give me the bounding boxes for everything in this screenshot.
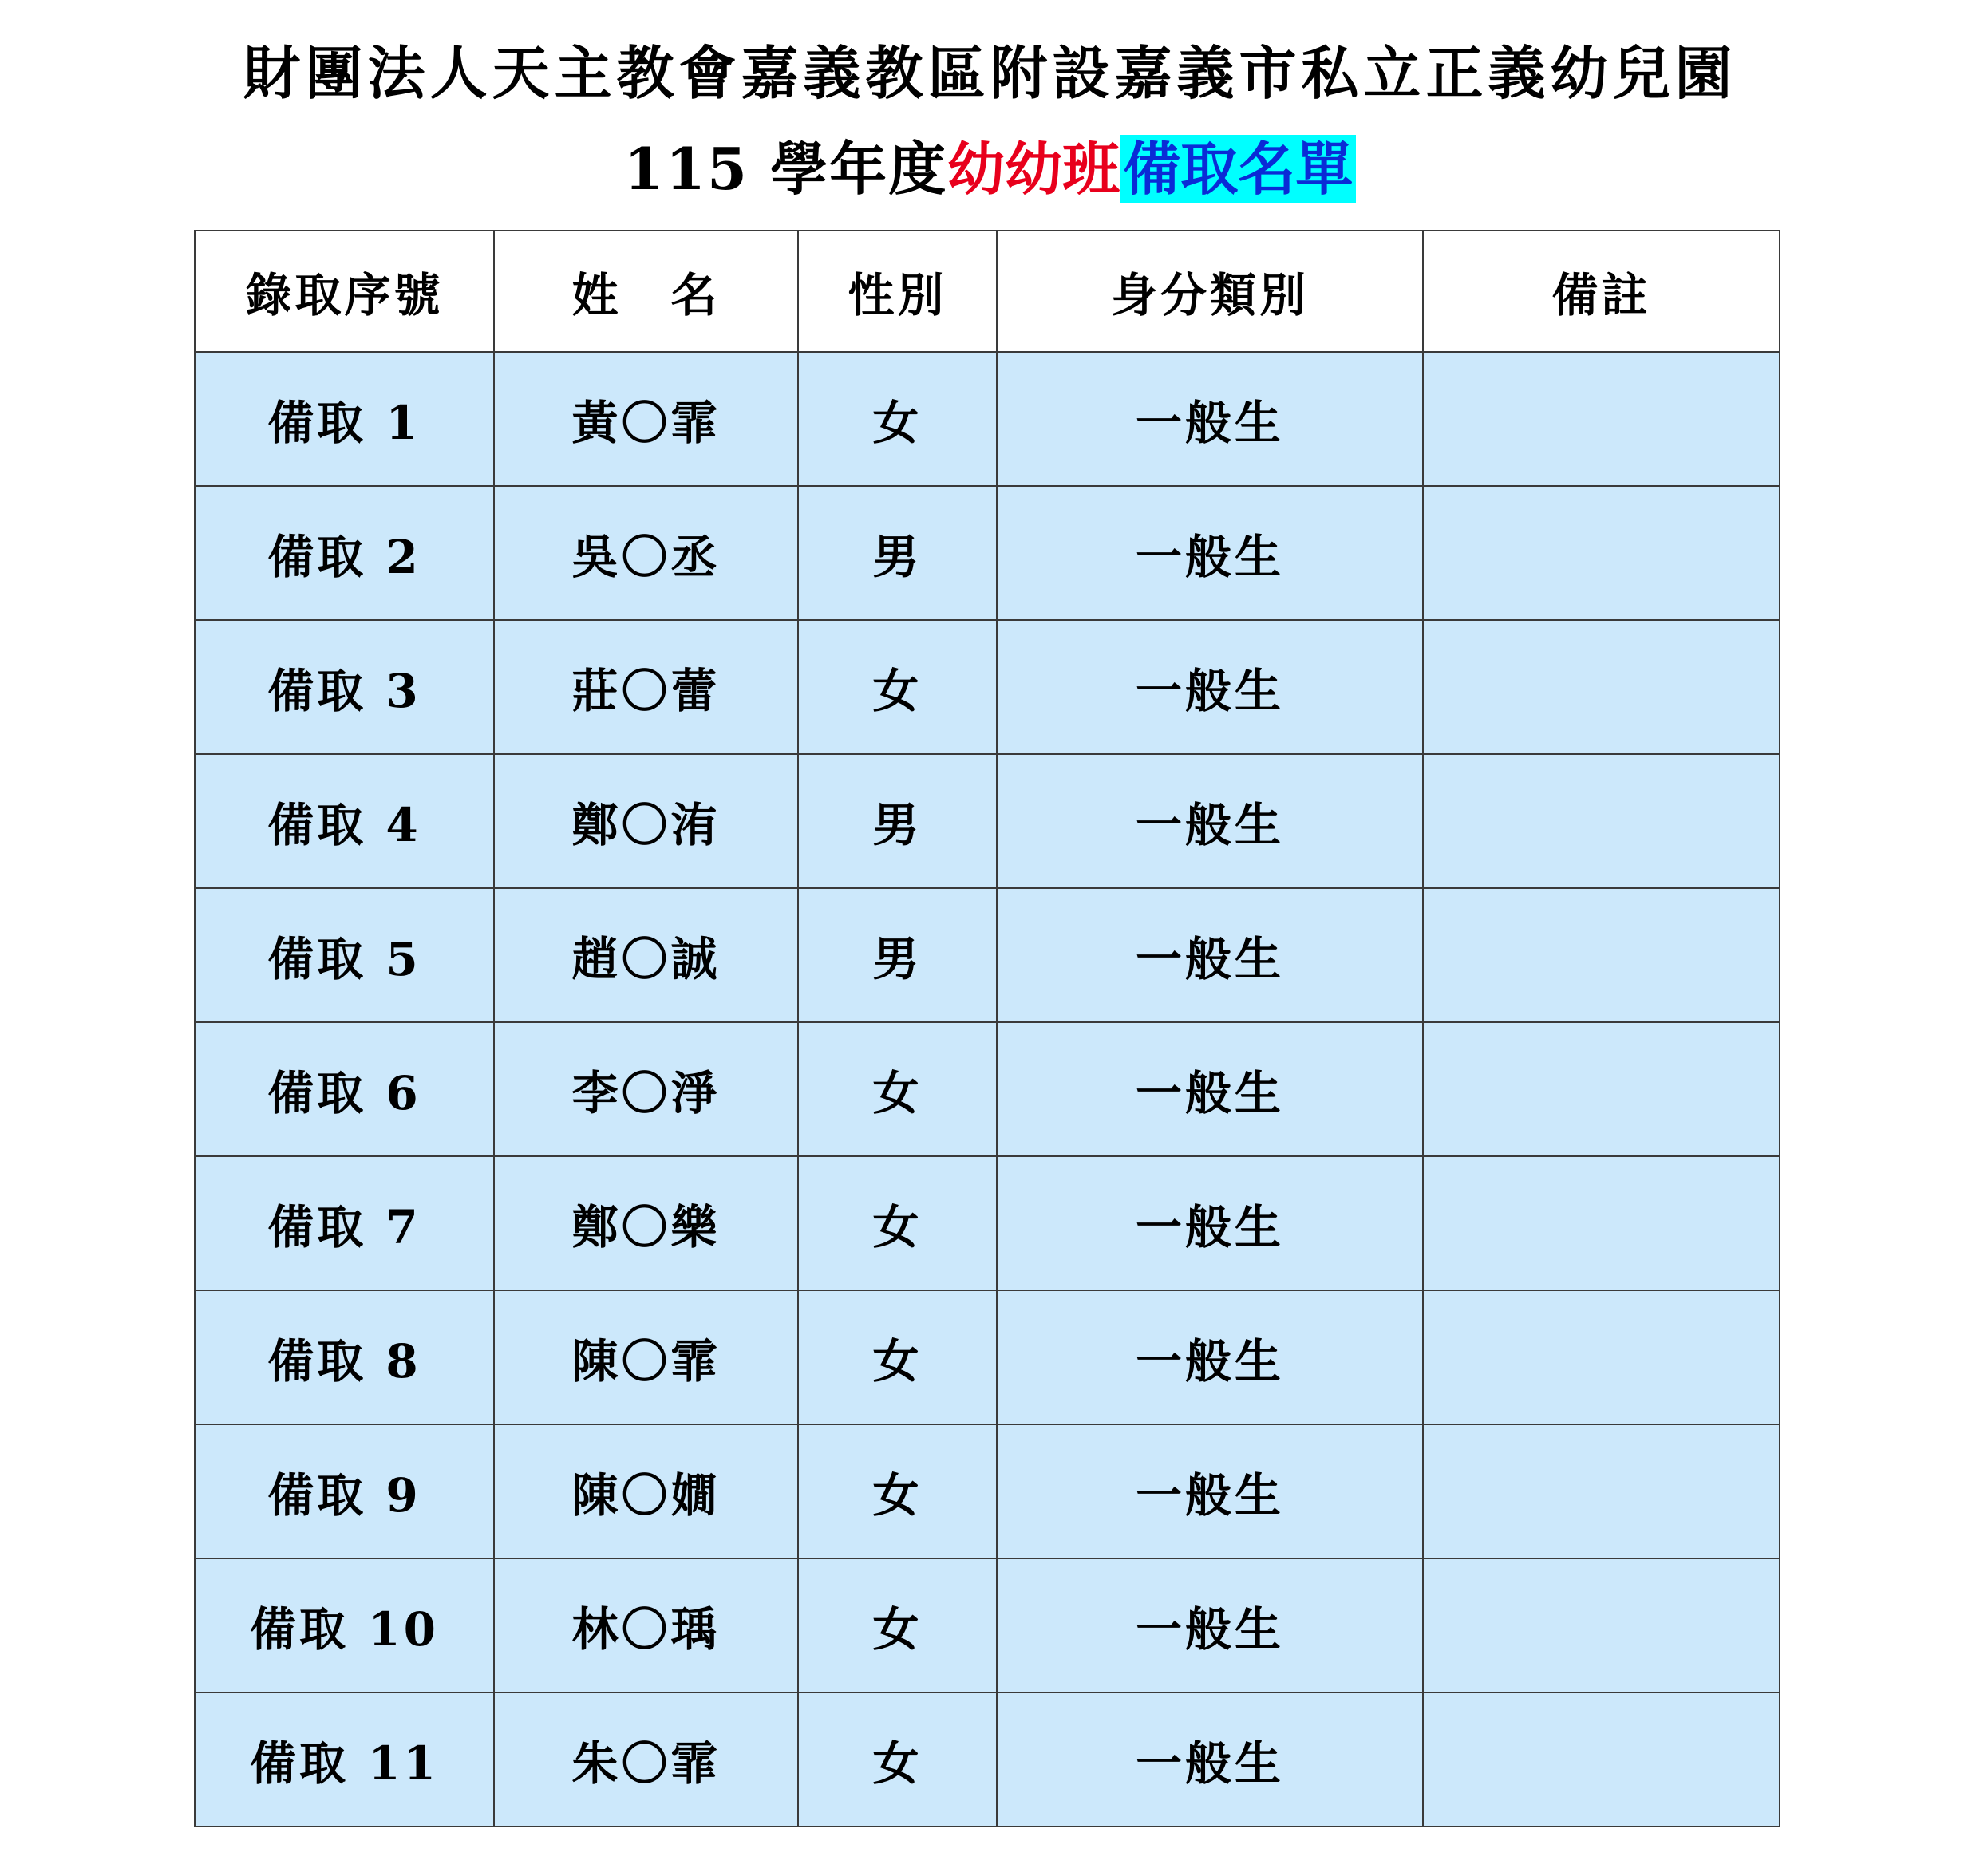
table-row [195,620,1780,754]
cell-name: 鄭〇樂 [494,1156,798,1290]
cell-admission-number: 備取 3 [195,620,494,754]
cell-admission-number: 備取 8 [195,1290,494,1424]
cell-gender: 女 [798,1290,997,1424]
cell-admission-number: 備取 4 [195,754,494,888]
cell-remarks [1423,1290,1780,1424]
cell-remarks [1423,1022,1780,1156]
cell-admission-number: 備取 5 [195,888,494,1022]
cell-remarks [1423,1692,1780,1827]
cell-admission-number: 備取 10 [195,1558,494,1692]
cell-remarks [1423,486,1780,620]
cell-identity-category: 一般生 [997,1156,1423,1290]
cell-name: 鄭〇洧 [494,754,798,888]
cell-name: 趙〇誠 [494,888,798,1022]
table-row [195,754,1780,888]
class-name: 幼幼班 [947,135,1120,203]
cell-remarks [1423,352,1780,486]
cell-gender: 女 [798,1156,997,1290]
cell-name: 吳〇丞 [494,486,798,620]
cell-identity-category: 一般生 [997,1424,1423,1558]
cell-name: 陳〇嫺 [494,1424,798,1558]
cell-identity-category: 一般生 [997,486,1423,620]
cell-admission-number: 備取 1 [195,352,494,486]
cell-identity-category: 一般生 [997,754,1423,888]
cell-gender: 女 [798,1022,997,1156]
cell-gender: 女 [798,1558,997,1692]
cell-identity-category: 一般生 [997,888,1423,1022]
cell-remarks [1423,754,1780,888]
header-admission-number: 錄取序號 [195,231,494,352]
cell-identity-category: 一般生 [997,1022,1423,1156]
header-name: 姓 名 [494,231,798,352]
cell-admission-number: 備取 9 [195,1424,494,1558]
cell-name: 林〇瑀 [494,1558,798,1692]
table-row [195,1156,1780,1290]
header-identity-category: 身分類別 [997,231,1423,352]
document-title: 財團法人天主教會嘉義教區附設嘉義市私立正義幼兒園 [243,39,1737,107]
cell-remarks [1423,620,1780,754]
table-row [195,888,1780,1022]
header-remarks: 備註 [1423,231,1780,352]
list-name: 備取名單 [1120,135,1356,203]
school-year: 115 學年度 [623,135,948,203]
table-header-row [195,231,1780,352]
cell-remarks [1423,1424,1780,1558]
cell-identity-category: 一般生 [997,1558,1423,1692]
cell-identity-category: 一般生 [997,1290,1423,1424]
cell-name: 李〇淨 [494,1022,798,1156]
cell-admission-number: 備取 11 [195,1692,494,1827]
cell-name: 陳〇霏 [494,1290,798,1424]
cell-gender: 女 [798,352,997,486]
table-row [195,1424,1780,1558]
table-row [195,1692,1780,1827]
cell-gender: 女 [798,620,997,754]
cell-remarks [1423,888,1780,1022]
cell-admission-number: 備取 7 [195,1156,494,1290]
cell-name: 朱〇霏 [494,1692,798,1827]
cell-admission-number: 備取 6 [195,1022,494,1156]
table-row [195,1022,1780,1156]
cell-identity-category: 一般生 [997,1692,1423,1827]
cell-name: 莊〇蕾 [494,620,798,754]
cell-gender: 女 [798,1424,997,1558]
table-row [195,1558,1780,1692]
cell-admission-number: 備取 2 [195,486,494,620]
cell-name: 黃〇霏 [494,352,798,486]
cell-gender: 女 [798,1692,997,1827]
table-row [195,352,1780,486]
waitlist-table [194,230,1780,1827]
cell-identity-category: 一般生 [997,352,1423,486]
header-gender: 性別 [798,231,997,352]
cell-gender: 男 [798,486,997,620]
document-subtitle [0,129,1980,209]
cell-remarks [1423,1156,1780,1290]
cell-remarks [1423,1558,1780,1692]
cell-gender: 男 [798,888,997,1022]
table-row [195,486,1780,620]
table-row [195,1290,1780,1424]
cell-gender: 男 [798,754,997,888]
cell-identity-category: 一般生 [997,620,1423,754]
